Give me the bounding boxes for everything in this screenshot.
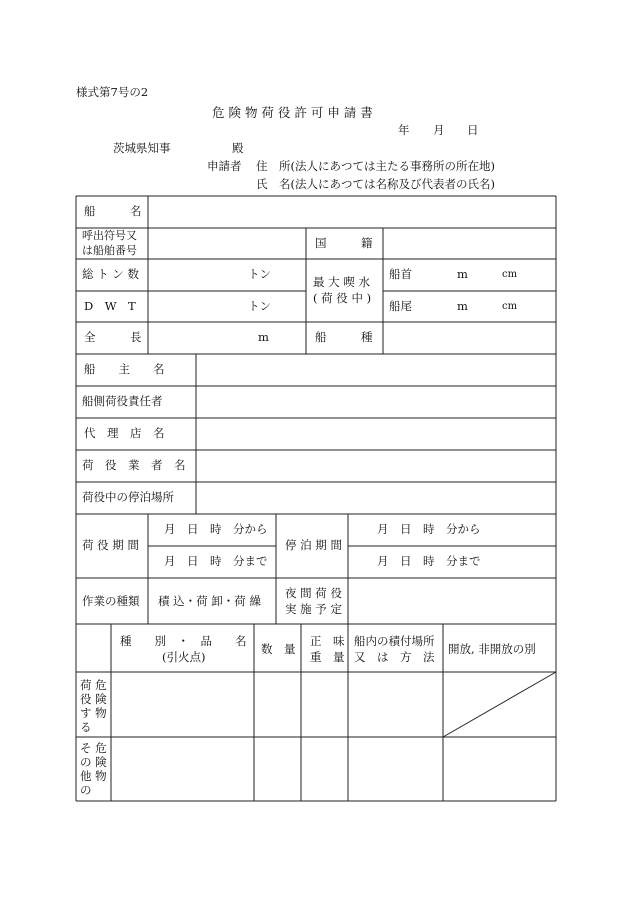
call-sign-label-2: は船舶番号 xyxy=(82,244,137,257)
max-draft-sublabel: ( 荷 役 中 ) xyxy=(313,291,372,305)
form-title: 危 険 物 荷 役 許 可 申 請 書 xyxy=(212,105,373,120)
berth-label: 荷役中の停泊場所 xyxy=(82,490,174,504)
stern-cm-unit: cm xyxy=(502,301,518,312)
applicant-label: 申請者 xyxy=(207,159,242,173)
col-net-weight-label-2: 重 量 xyxy=(310,650,345,664)
address-label: 住 所(法人にあつては主たる事務所の所在地) xyxy=(256,159,495,173)
row-other-label-line-2: の 険 xyxy=(80,755,107,769)
cargo-period-to: 月 日 時 分まで xyxy=(164,554,268,568)
bow-cm-unit: cm xyxy=(502,269,518,280)
row-cargo-label-line-4: る xyxy=(80,720,92,734)
night-work-label-1: 夜 間 荷 役 xyxy=(285,586,342,600)
ship-name-label: 船 名 xyxy=(84,204,142,218)
ton-unit: トン xyxy=(248,267,271,281)
night-work-label-2: 実 施 予 定 xyxy=(285,602,342,616)
mooring-period-from: 月 日 時 分から xyxy=(377,522,481,536)
col-quantity-label: 数 量 xyxy=(261,642,296,656)
row-other-label-line-1: そ 危 xyxy=(80,741,107,755)
row-cargo-label-line-2: 役 険 xyxy=(80,692,107,706)
date-month: 月 xyxy=(433,123,445,137)
mooring-period-to: 月 日 時 分まで xyxy=(377,554,481,568)
gross-tonnage-label: 総 ト ン 数 xyxy=(82,267,139,281)
owner-label: 船 主 名 xyxy=(84,362,165,376)
bow-m-unit: m xyxy=(457,267,468,281)
dwt-label: D W T xyxy=(84,299,136,313)
agent-label: 代 理 店 名 xyxy=(84,426,165,440)
cargo-manager-label: 船側荷役責任者 xyxy=(82,394,163,408)
stern-m-unit: m xyxy=(457,299,468,313)
name-label: 氏 名(法人にあつては名称及び代表者の氏名) xyxy=(256,177,495,191)
max-draft-label: 最 大 喫 水 xyxy=(313,275,370,289)
cargo-period-label: 荷 役 期 間 xyxy=(82,538,139,552)
work-type-label: 作業の種類 xyxy=(82,594,140,608)
row-cargo-label-line-3: す 物 xyxy=(80,706,107,720)
row-other-label-line-3: 他 物 xyxy=(80,769,107,783)
nationality-label: 国 籍 xyxy=(315,236,373,250)
length-m-unit: m xyxy=(258,330,269,344)
bow-label: 船首 xyxy=(389,267,412,281)
col-type-label: 種 別 ・ 品 名 xyxy=(120,634,247,648)
date-day: 日 xyxy=(467,123,479,137)
operator-label: 荷 役 業 者 名 xyxy=(82,458,186,472)
col-stowage-label-1: 船内の積付場所 xyxy=(354,634,435,648)
cargo-period-from: 月 日 時 分から xyxy=(164,522,268,536)
call-sign-label-1: 呼出符号又 xyxy=(82,229,137,242)
col-net-weight-label-1: 正 味 xyxy=(310,634,345,648)
length-label: 全 長 xyxy=(84,330,142,344)
ship-type-label: 船 種 xyxy=(315,330,373,344)
col-stowage-label-2: 又 は 方 法 xyxy=(354,650,435,664)
col-hatch-label: 開放, 非開放の別 xyxy=(448,642,536,656)
ton-unit: トン xyxy=(248,299,271,313)
honorific: 殿 xyxy=(232,141,244,155)
addressee: 茨城県知事 xyxy=(113,141,171,155)
work-type-options: 積 込・荷 卸・荷 繰 xyxy=(158,594,261,608)
row-cargo-label-line-1: 荷 危 xyxy=(80,678,107,692)
mooring-period-label: 停 泊 期 間 xyxy=(285,538,342,552)
row-other-label-line-4: の xyxy=(80,783,92,797)
stern-label: 船尾 xyxy=(389,299,412,313)
form-number: 様式第7号の2 xyxy=(76,85,149,99)
date-year: 年 xyxy=(398,123,410,137)
col-flash-point-label: (引火点) xyxy=(162,650,206,664)
